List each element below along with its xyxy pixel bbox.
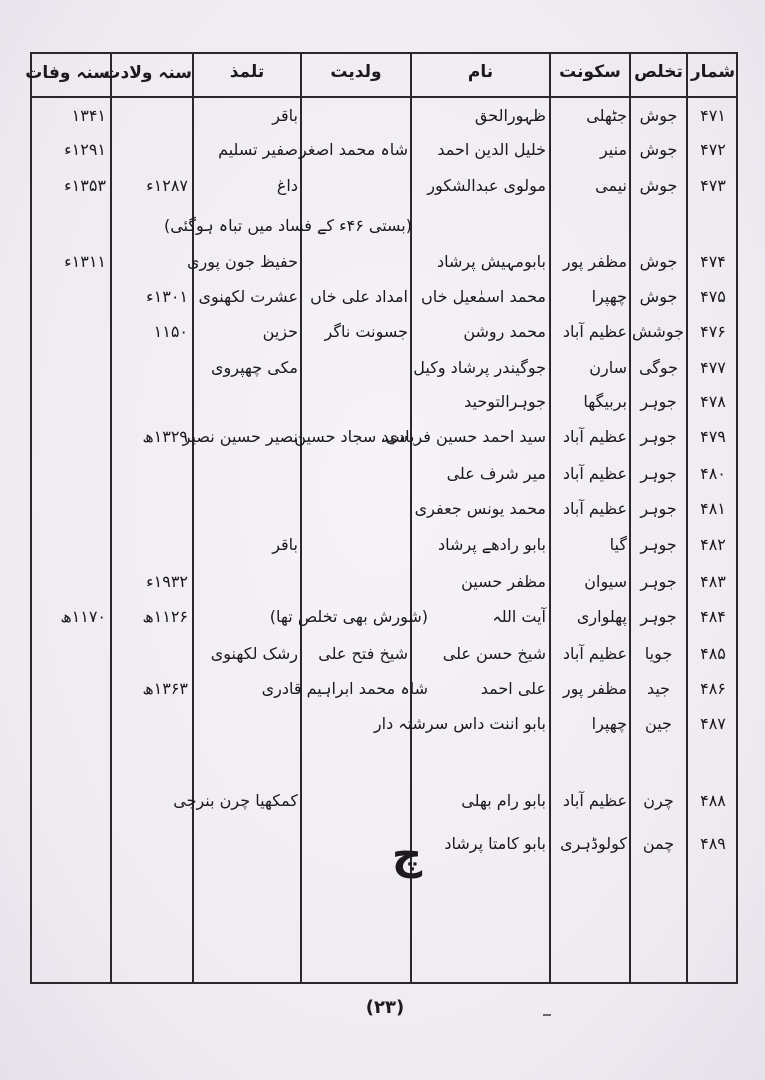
cell-sukunat: مظفر پور (562, 252, 627, 271)
cell-takhallus: جوہر (640, 572, 677, 591)
cell-naam: شیخ حسن علی (442, 644, 546, 663)
cell-naam: بابو رادھے پرشاد (437, 535, 546, 554)
cell-sukunat: عظیم آباد (562, 791, 627, 810)
cell-num: ۴۸۴ (700, 607, 726, 626)
cell-valdiyat: شاہ محمد اصغر (299, 140, 408, 159)
cell-wiladat: ۱۳۶۳ھ (142, 679, 188, 698)
cell-valdiyat: جسونت ناگر (324, 322, 408, 341)
cell-takhallus: جوش (639, 106, 678, 125)
cell-takhallus: جوش (639, 140, 678, 159)
cell-takhallus: جویا (644, 644, 673, 663)
cell-num: ۴۷۶ (700, 322, 726, 341)
page-number: (۲۳) (365, 997, 405, 1018)
header-valdiyat: ولدیت (330, 62, 382, 82)
cell-sukunat: سارن (589, 358, 627, 377)
cell-num: ۴۸۳ (700, 572, 726, 591)
cell-talammuz: کمکھیا چرن بنرجی (173, 791, 298, 810)
cell-num: ۴۷۹ (700, 427, 726, 446)
cell-talammuz: رشک لکھنوی (210, 644, 298, 663)
column-divider (629, 54, 631, 982)
cell-naam: جوہرالتوحید (464, 392, 546, 411)
cell-takhallus: جوگی (638, 358, 679, 377)
cell-takhallus: جین (645, 714, 672, 733)
cell-wiladat: ۱۳۰۱ء (146, 287, 188, 306)
cell-talammuz: عشرت لکھنوی (198, 287, 298, 306)
cell-naam: سید احمد حسین فریادی، (380, 427, 546, 446)
cell-naam: جوگیندر پرشاد وکیل (413, 358, 546, 377)
cell-num: ۴۸۵ (700, 644, 726, 663)
cell-takhallus: جید (646, 679, 671, 698)
cell-sukunat: چھپرا (591, 714, 627, 733)
cell-wiladat: ۱۱۲۶ھ (142, 607, 188, 626)
cell-wafat: ۱۳۵۳ء (64, 176, 106, 195)
cell-wiladat: ۱۲۸۷ء (146, 176, 188, 195)
cell-naam: مولوی عبدالشکور (427, 176, 546, 195)
cell-sukunat: عظیم آباد (562, 322, 627, 341)
cell-naam: بابومہیش پرشاد (437, 252, 546, 271)
cell-naam: بابو کامتا پرشاد (444, 834, 546, 853)
cell-talammuz: باقر (272, 535, 298, 554)
cell-talammuz: حزین (262, 322, 298, 341)
row-note: (بستی ۴۶ء کے فساد میں تباہ ہوگئی) (163, 216, 412, 235)
column-divider (192, 54, 194, 982)
header-naam: نام (467, 62, 494, 82)
cell-naam: محمد روشن (463, 322, 546, 341)
cell-sukunat: سیوان (584, 572, 627, 591)
cell-takhallus: چرن (643, 791, 674, 810)
cell-num: ۴۸۶ (700, 679, 726, 698)
cell-takhallus: جوہر (640, 499, 677, 518)
cell-takhallus: چمن (642, 834, 675, 853)
register-table (25, 52, 738, 984)
cell-valdiyat: شاہ محمد ابراہیم قادری (261, 679, 428, 698)
cell-naam: بابو رام بھلی (461, 791, 546, 810)
column-divider (110, 54, 112, 982)
cell-naam: علی احمد (480, 679, 546, 698)
cell-sukunat: چھپرا (591, 287, 627, 306)
cell-talammuz: داغ (276, 176, 298, 195)
column-divider (686, 54, 688, 982)
cell-talammuz: حفیظ جون پوری (186, 252, 298, 271)
header-sanewafat: سنہ وفات (25, 63, 110, 83)
cell-num: ۴۸۰ (700, 464, 726, 483)
cell-sukunat: گیا (609, 535, 627, 554)
cell-naam: بابو اننت داس سرشتہ دار (373, 714, 546, 733)
cell-wafat: ۱۳۱۱ء (64, 252, 106, 271)
cell-num: ۴۸۹ (700, 834, 726, 853)
cell-num: ۴۷۱ (700, 106, 726, 125)
cell-num: ۴۷۴ (700, 252, 726, 271)
cell-num: ۴۸۷ (700, 714, 726, 733)
cell-talammuz: مکی چھپروی (211, 358, 298, 377)
cell-takhallus: جوہر (640, 392, 677, 411)
header-sukunat: سکونت (559, 62, 621, 82)
cell-takhallus: جوش (639, 252, 678, 271)
cell-naam: میر شرف علی (446, 464, 546, 483)
cell-valdiyat: سید سجاد حسین (294, 427, 408, 446)
section-letter: چ (391, 829, 423, 878)
cell-naam: محمد اسمٰعیل خاں (421, 287, 546, 306)
cell-naam: ظہورالحق (474, 106, 546, 125)
cell-wafat: ۱۱۷۰ھ (60, 607, 106, 626)
cell-wiladat: ۱۹۳۲ء (146, 572, 188, 591)
cell-valdiyat: امداد علی خاں (310, 287, 408, 306)
cell-takhallus: جوہر (640, 607, 677, 626)
cell-talammuz: باقر (272, 106, 298, 125)
cell-sukunat: عظیم آباد (562, 464, 627, 483)
cell-num: ۴۷۷ (700, 358, 726, 377)
cell-sukunat: مظفر پور (562, 679, 627, 698)
cell-wafat: ۱۲۹۱ء (64, 140, 106, 159)
cell-num: ۴۷۳ (700, 176, 726, 195)
header-shumar: شمار (690, 62, 736, 82)
cell-sukunat: پھلواری (576, 607, 627, 626)
cell-sukunat: عظیم آباد (562, 427, 627, 446)
cell-sukunat: منیر (599, 140, 627, 159)
cell-num: ۴۷۵ (700, 287, 726, 306)
cell-takhallus: جوشش (632, 322, 684, 341)
cell-talammuz: نصیر حسین نصیر (182, 427, 298, 446)
cell-wiladat: ۱۱۵۰ (153, 322, 188, 341)
cell-sukunat: کولوڈہری (560, 834, 627, 853)
cell-wiladat: ۱۳۲۹ھ (142, 427, 188, 446)
column-divider (549, 54, 551, 982)
cell-naam: محمد یونس جعفری (414, 499, 546, 518)
cell-num: ۴۸۲ (700, 535, 726, 554)
cell-valdiyat: شیخ فتح علی (318, 644, 408, 663)
header-rule (32, 96, 736, 98)
header-takhallus: تخلص (634, 62, 683, 82)
column-divider (300, 54, 302, 982)
cell-takhallus: جوہر (640, 535, 677, 554)
cell-takhallus: جوش (639, 176, 678, 195)
cell-sukunat: بربیگھا (583, 392, 627, 411)
cell-num: ۴۸۸ (700, 791, 726, 810)
cell-talammuz: صفیر تسلیم (218, 140, 298, 159)
cell-sukunat: عظیم آباد (562, 499, 627, 518)
cell-sukunat: عظیم آباد (562, 644, 627, 663)
print-mark (543, 1014, 551, 1016)
cell-wafat: ۱۳۴۱ (71, 106, 106, 125)
cell-sukunat: نیمی (595, 176, 627, 195)
cell-takhallus: جوہر (640, 464, 677, 483)
header-sanewiladat: سنہ ولادت (103, 63, 192, 83)
cell-takhallus: جوش (639, 287, 678, 306)
cell-sukunat: جٹھلی (586, 106, 627, 125)
cell-num: ۴۷۸ (700, 392, 726, 411)
cell-num: ۴۸۱ (700, 499, 726, 518)
cell-takhallus: جوہر (640, 427, 677, 446)
cell-valdiyat: (شورش بھی تخلص تھا) (269, 607, 428, 626)
cell-naam: خلیل الدین احمد (437, 140, 546, 159)
cell-num: ۴۷۲ (700, 140, 726, 159)
cell-naam: آیت اللہ (492, 607, 546, 626)
header-talammuz: تلمذ (229, 62, 265, 82)
cell-naam: مظفر حسین (461, 572, 546, 591)
